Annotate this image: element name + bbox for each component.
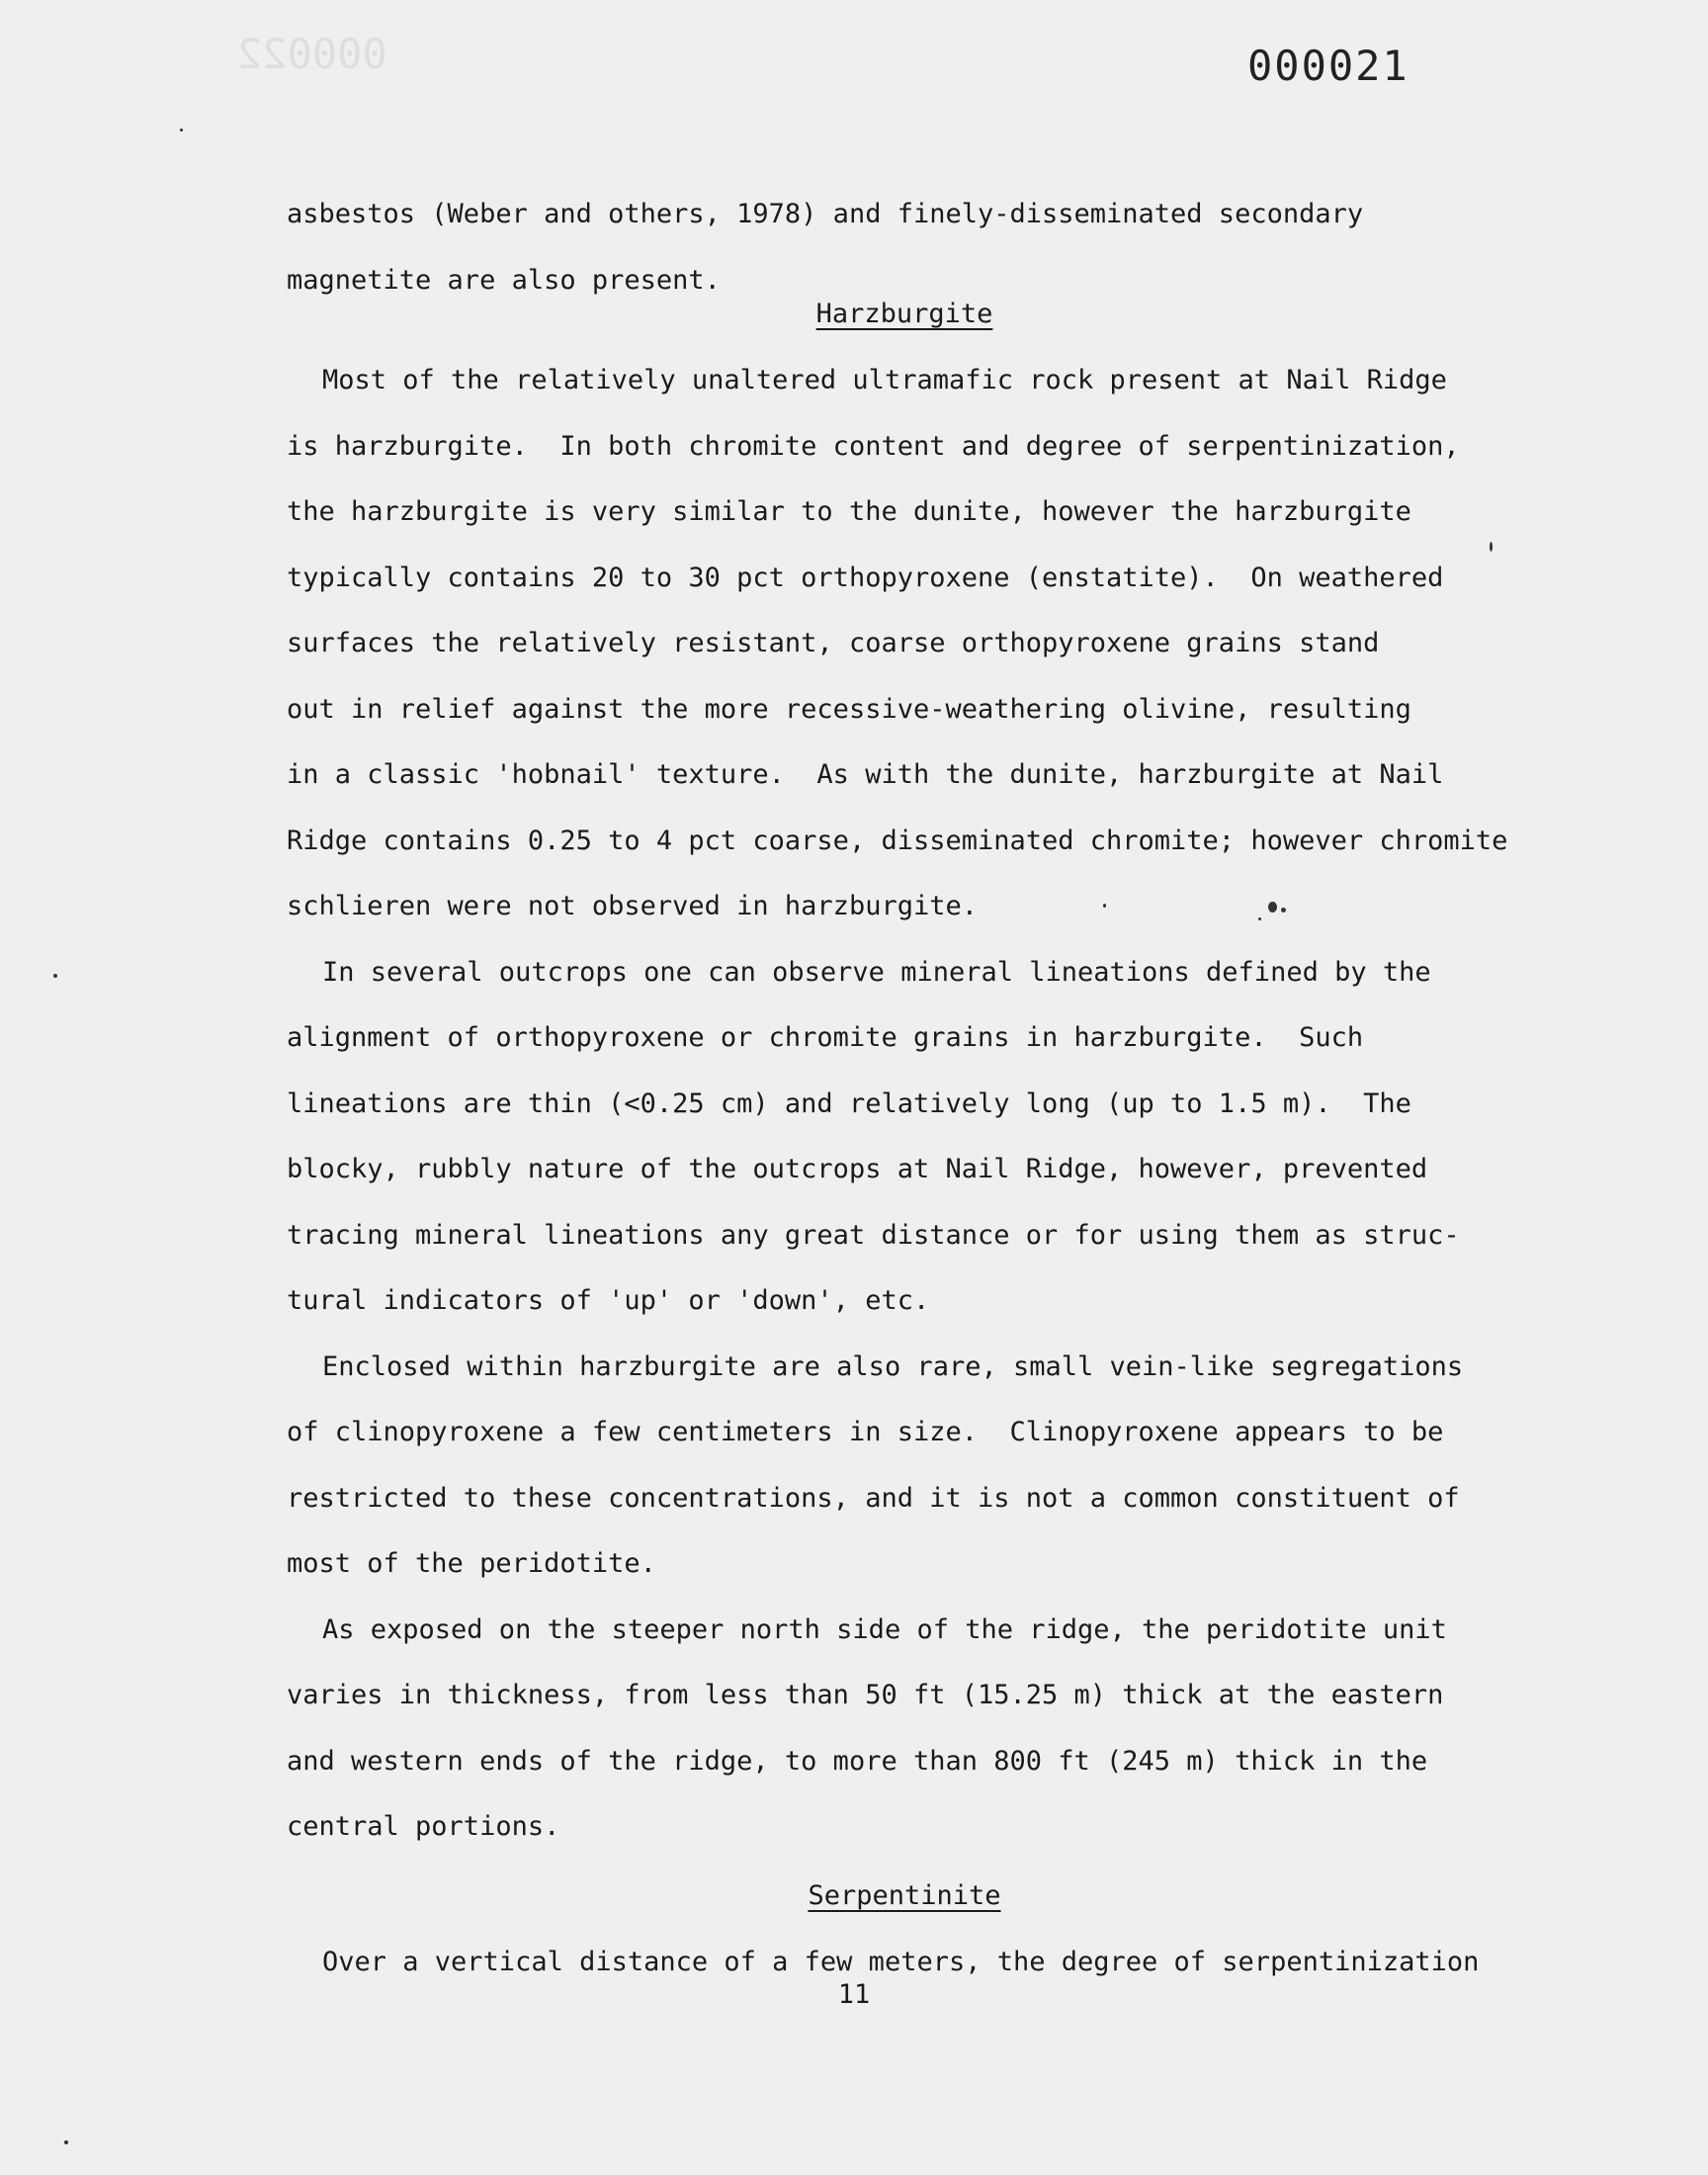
scan-speck	[180, 129, 183, 131]
text-line: tracing mineral lineations any great distance or for using them as struc-	[287, 1219, 1460, 1251]
text-line: lineations are thin (<0.25 cm) and relatively long (up to 1.5 m). The	[287, 1088, 1411, 1119]
text-line: Most of the relatively unaltered ultramafic rock present at Nail Ridge	[322, 365, 1447, 395]
scan-speck	[1281, 908, 1286, 913]
scan-speck	[1490, 542, 1493, 552]
intro-paragraph	[287, 182, 1572, 296]
page-number: 11	[837, 1979, 871, 2010]
text-line: In several outcrops one can observe mineral lineations defined by the	[322, 956, 1431, 988]
text-line: central portions.	[287, 1811, 560, 1842]
text-line: most of the peridotite.	[287, 1548, 656, 1579]
section-heading-text: Harzburgite	[815, 299, 993, 329]
bleed-through-number: 000022	[237, 30, 387, 78]
scan-speck	[1103, 904, 1106, 908]
document-number: 000021	[1247, 42, 1409, 90]
text-line: surfaces the relatively resistant, coarse orthopyroxene grains stand	[287, 628, 1380, 658]
harzburgite-section	[287, 348, 1572, 1861]
text-line: Ridge contains 0.25 to 4 pct coarse, disseminated chromite; however chromite	[287, 825, 1508, 856]
section-heading-text: Serpentinite	[808, 1880, 1001, 1911]
text-line: and western ends of the ridge, to more than 800 ft (245 m) thick in the	[287, 1745, 1428, 1777]
text-line: in a classic 'hobnail' texture. As with the dunite, harzburgite at Nail	[287, 759, 1444, 790]
scan-speck	[1258, 917, 1261, 920]
text-line: the harzburgite is very similar to the dunite, however the harzburgite	[287, 496, 1411, 527]
text-line: blocky, rubbly nature of the outcrops at Nail Ridge, however, prevented	[287, 1154, 1428, 1184]
section-heading-serpentinite	[287, 1880, 1522, 1911]
text-line: tural indicators of 'up' or 'down', etc.	[287, 1285, 930, 1316]
text-line: restricted to these concentrations, and it is not a common constituent of	[287, 1482, 1460, 1514]
text-line: of clinopyroxene a few centimeters in size. Clinopyroxene appears to be	[287, 1417, 1444, 1447]
text-line: magnetite are also present.	[287, 264, 721, 296]
text-line: typically contains 20 to 30 pct orthopyroxene (enstatite). On weathered	[287, 562, 1444, 593]
scan-speck	[64, 2140, 68, 2144]
text-line: As exposed on the steeper north side of the ridge, the peridotite unit	[322, 1613, 1447, 1645]
text-line: schlieren were not observed in harzburgite.	[287, 891, 978, 921]
scan-speck	[53, 974, 57, 978]
text-line: out in relief against the more recessive-weathering olivine, resulting	[287, 693, 1411, 725]
text-line: varies in thickness, from less than 50 ft (15.25 m) thick at the eastern	[287, 1680, 1444, 1710]
scan-speck	[1268, 902, 1277, 913]
text-line: asbestos (Weber and others, 1978) and finely-disseminated secondary	[287, 199, 1364, 229]
text-line: is harzburgite. In both chromite content and degree of serpentinization,	[287, 430, 1460, 462]
text-line: Over a vertical distance of a few meters, the degree of serpentinization	[322, 1947, 1480, 1977]
section-heading-harzburgite	[287, 299, 1522, 329]
text-line: Enclosed within harzburgite are also rare, small vein-like segregations	[322, 1350, 1464, 1382]
text-line: alignment of orthopyroxene or chromite grains in harzburgite. Such	[287, 1022, 1364, 1053]
